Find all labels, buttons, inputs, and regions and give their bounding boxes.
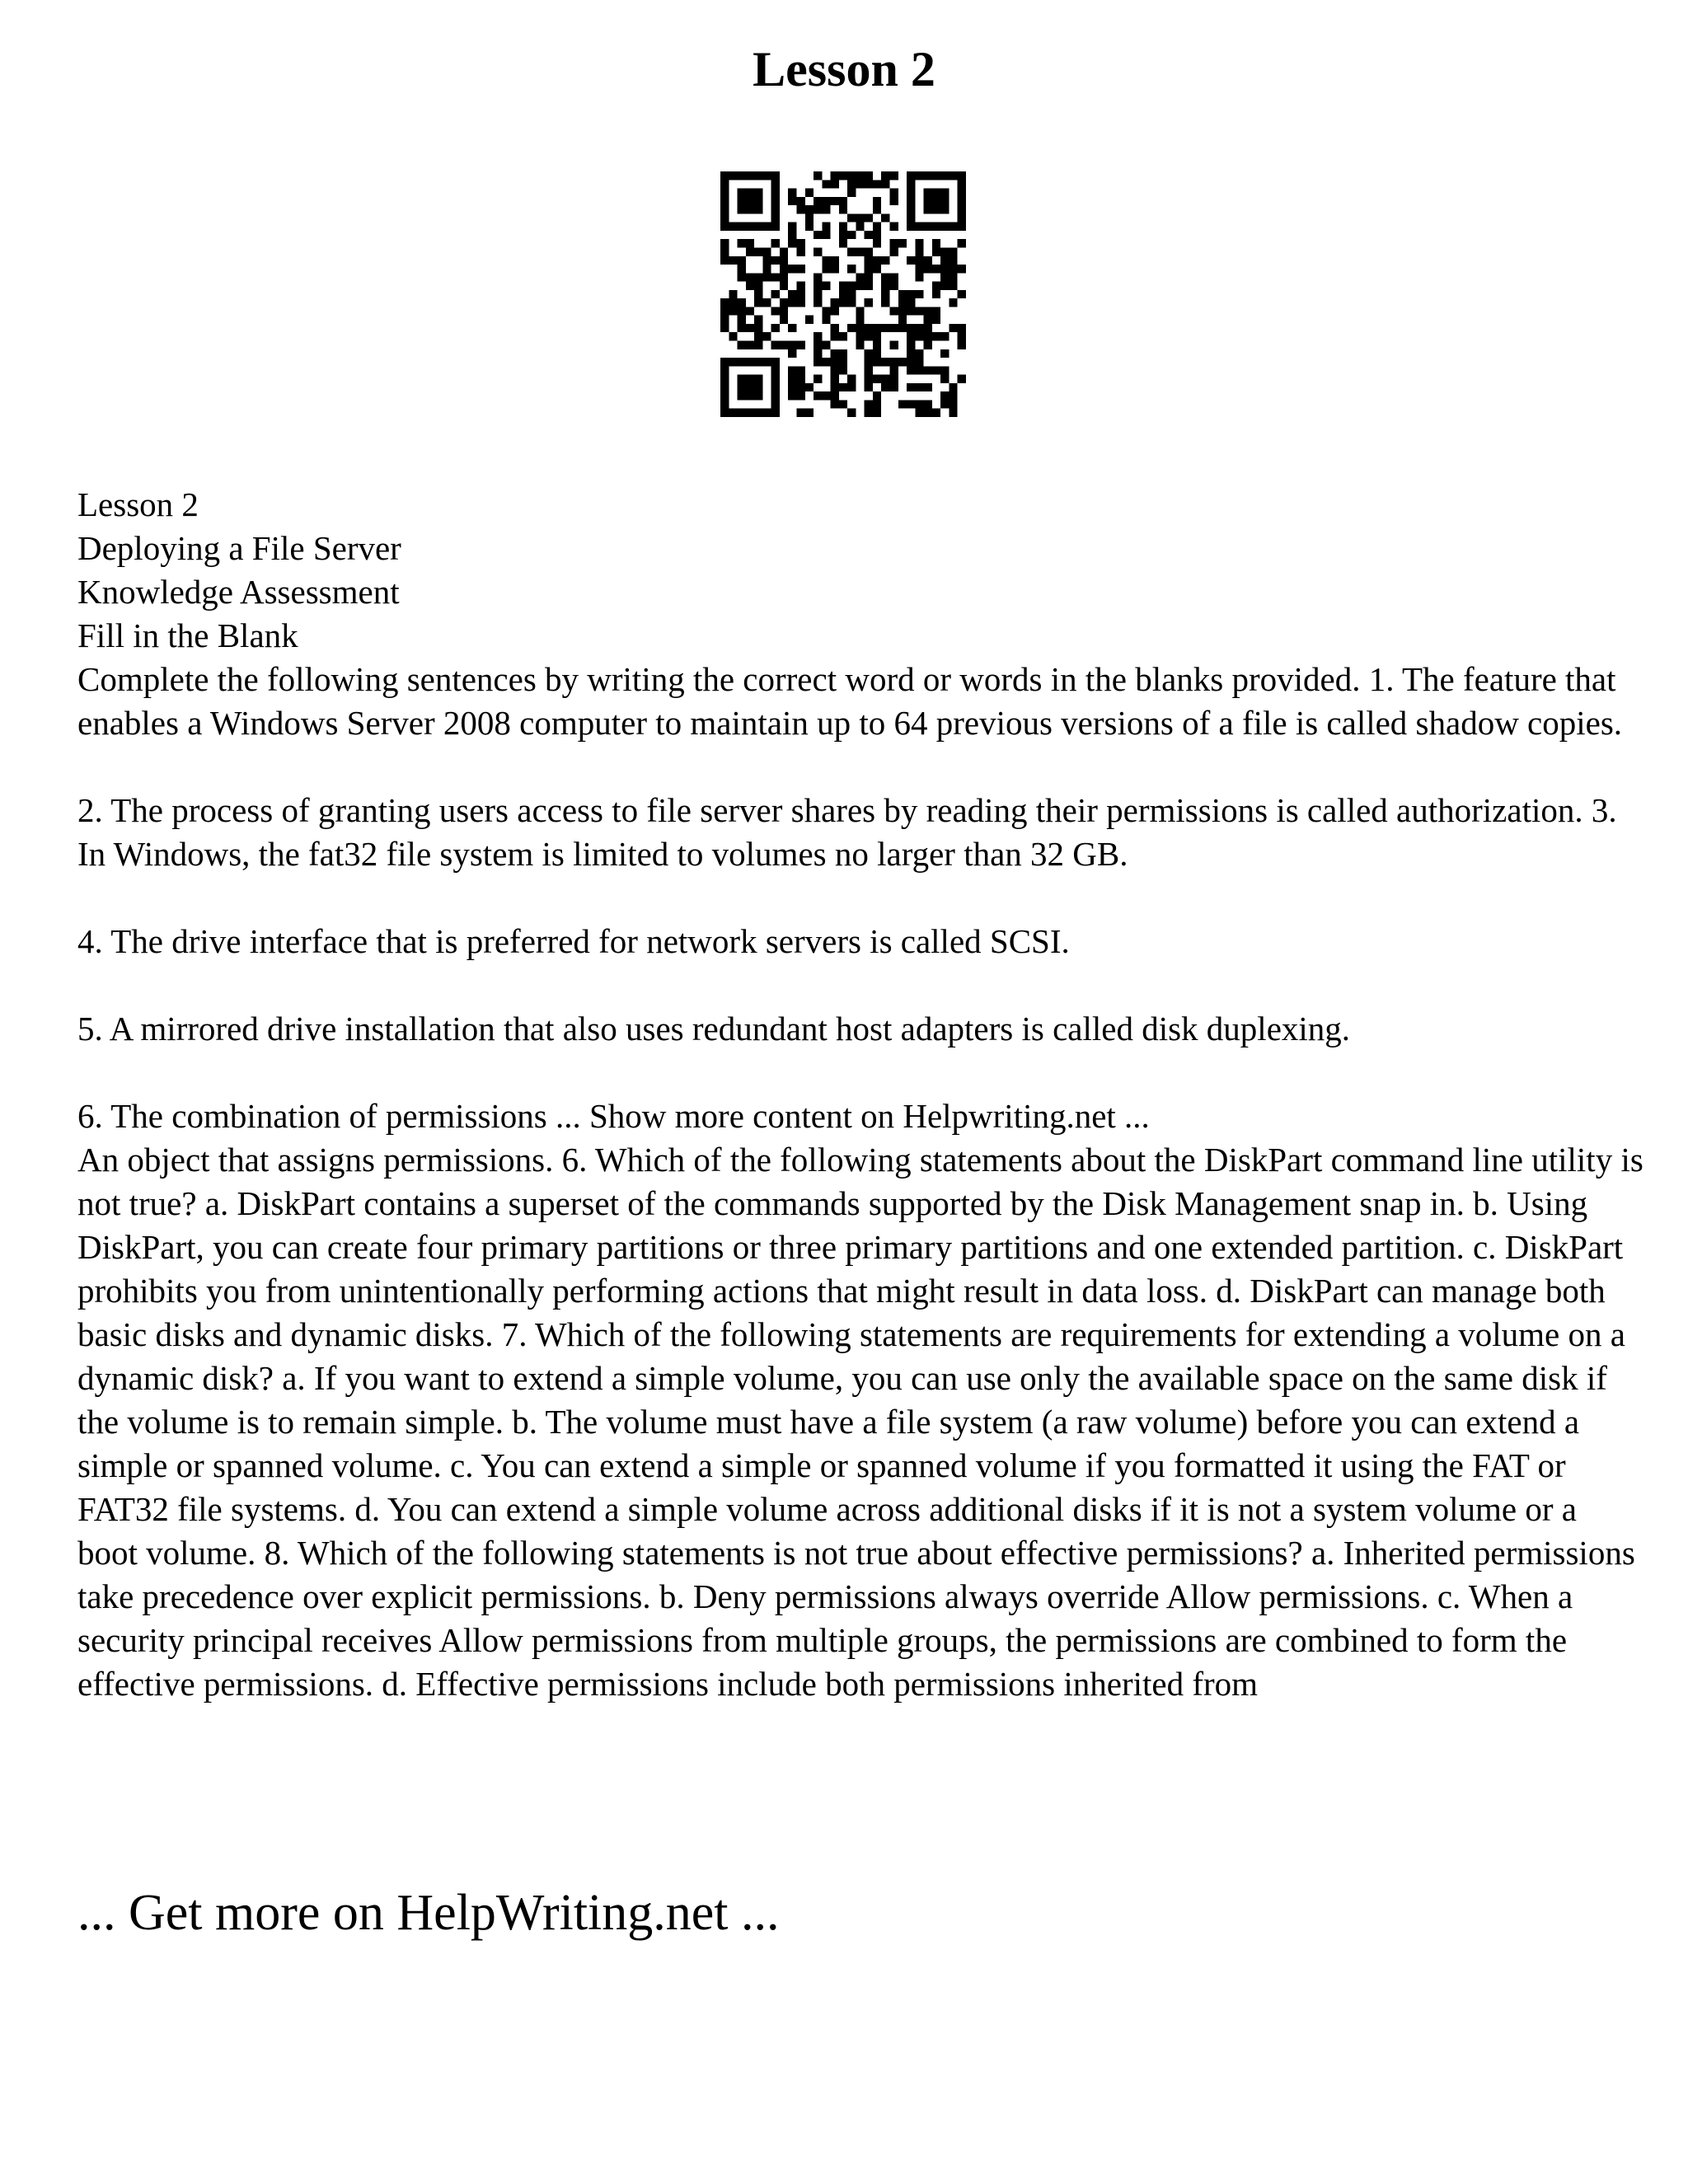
get-more-link[interactable]: ... Get more on HelpWriting.net ... bbox=[77, 1885, 780, 1941]
lesson-subtitle: Deploying a File Server bbox=[77, 529, 401, 567]
section-heading: Knowledge Assessment bbox=[77, 573, 400, 611]
paragraph-continuation: An object that assigns permissions. 6. Which of the following statements about the DiskPart command line utility is not true? a. DiskPart contains a superset of the commands supported by the Disk Management snap in. b. Using DiskPart, you can create four primary partitions or three primary partitions and one extended partition. c. DiskPart prohibits you from unintentionally performing actions that might result in data loss. d. DiskPart can manage both basic disks and dynamic disks. 7. Which of the following statements are requirements for extending a volume on a dynamic disk? a. If you want to extend a simple volume, you can use only the available space on the same disk if the volume is to remain simple. b. The volume must have a file system (a raw volume) before you can extend a simple or spanned volume. c. You can extend a simple or spanned volume if you formatted it using the FAT or FAT32 file systems. d. You can extend a simple volume across additional disks if it is not a system volume or a boot volume. 8. Which of the following statements is not true about effective permissions? a. Inherited permissions take precedence over explicit permissions. b. Deny permissions always override Allow permissions. c. When a security principal receives Allow permissions from multiple groups, the permissions are combined to form the effective permissions. d. Effective permissions include both permissions inherited from bbox=[77, 1141, 1643, 1703]
question-type-heading: Fill in the Blank bbox=[77, 616, 298, 654]
page-title: Lesson 2 bbox=[753, 42, 935, 96]
paragraph-question-4: 4. The drive interface that is preferred for network servers is called SCSI. bbox=[77, 922, 1070, 960]
paragraph-questions-2-3: 2. The process of granting users access to file server shares by reading their permissions is called authorization. 3. In Windows, the fat32 file system is limited to volumes no larger than 32 GB. bbox=[77, 791, 1617, 873]
document-body bbox=[77, 483, 1643, 1706]
paragraph-question-6-teaser: 6. The combination of permissions ... Show more content on Helpwriting.net ... bbox=[77, 1097, 1150, 1135]
qr-code-icon[interactable] bbox=[720, 171, 966, 417]
qr-code-graphic bbox=[720, 171, 966, 417]
lesson-label: Lesson 2 bbox=[77, 485, 199, 523]
paragraph-question-5: 5. A mirrored drive installation that also uses redundant host adapters is called disk duplexing. bbox=[77, 1010, 1351, 1047]
paragraph-intro: Complete the following sentences by writing the correct word or words in the blanks provided. 1. The feature that enables a Windows Server 2008 computer to maintain up to 64 previous versions of a file is called shadow copies. bbox=[77, 660, 1623, 742]
